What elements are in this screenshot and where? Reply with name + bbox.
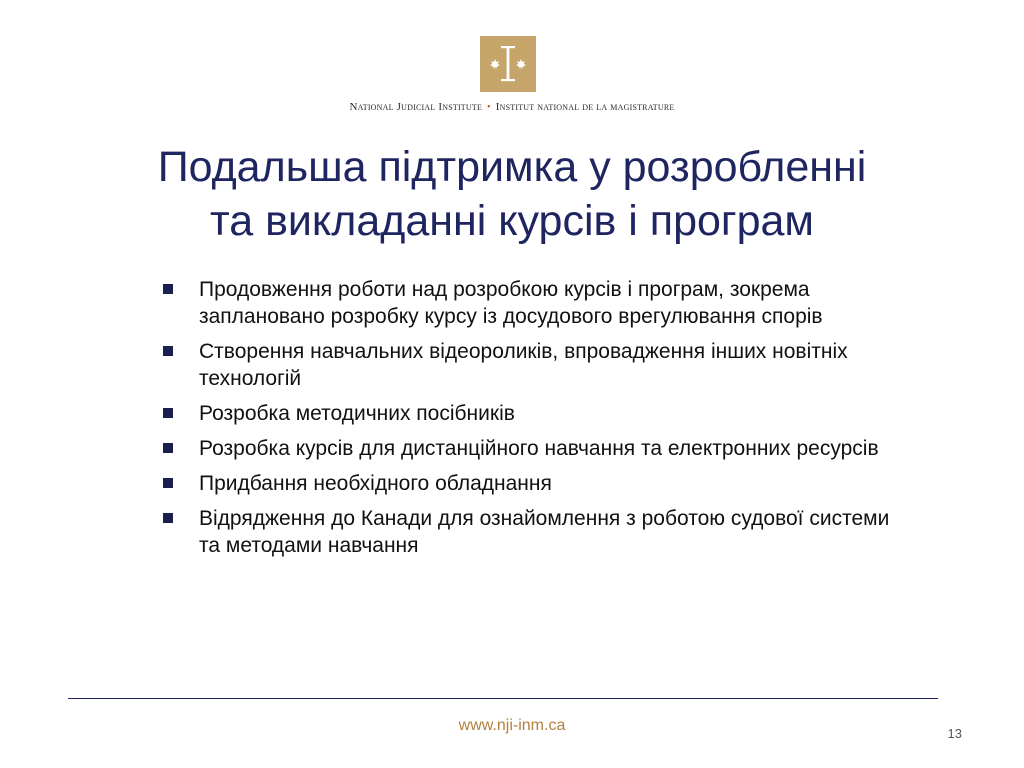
nji-logo-icon [480, 36, 536, 92]
bullet-text: Відрядження до Канади для ознайомлення з роботою судової системи та методами навчання [199, 507, 890, 557]
square-bullet-icon [163, 284, 173, 294]
institute-separator: • [487, 102, 491, 113]
bullet-text: Придбання необхідного обладнання [199, 472, 552, 495]
slide-title-line-1: Подальша підтримка у розробленні [157, 143, 867, 191]
square-bullet-icon [163, 443, 173, 453]
square-bullet-icon [163, 346, 173, 356]
footer-divider [68, 698, 938, 699]
nji-monogram-icon [480, 36, 536, 92]
bullet-list [160, 276, 890, 567]
square-bullet-icon [163, 478, 173, 488]
bullet-item [160, 470, 890, 497]
page-number: 13 [947, 726, 962, 741]
bullet-text: Продовження роботи над розробкою курсів і програм, зокрема заплановано розробку курсу із досудового врегулювання спорів [199, 278, 823, 328]
bullet-text: Створення навчальних відеороликів, впровадження інших новітніх технологій [199, 340, 848, 390]
institute-name-line [0, 101, 1024, 113]
institute-name-fr: Institut national de la magistrature [495, 101, 675, 113]
maple-leaf-right-icon [516, 59, 526, 70]
bullet-text: Розробка курсів для дистанційного навчання та електронних ресурсів [199, 437, 879, 460]
maple-leaf-left-icon [490, 59, 500, 70]
bullet-item [160, 505, 890, 559]
bullet-text: Розробка методичних посібників [199, 402, 515, 425]
bullet-item [160, 435, 890, 462]
footer-website-link[interactable]: www.nji-inm.ca [458, 717, 566, 734]
slide-title [60, 140, 964, 248]
bullet-item [160, 276, 890, 330]
square-bullet-icon [163, 513, 173, 523]
slide-title-line-2: та викладанні курсів і програм [210, 197, 814, 245]
bullet-item [160, 338, 890, 392]
institute-name-en: National Judicial Institute [349, 101, 483, 113]
bullet-item [160, 400, 890, 427]
square-bullet-icon [163, 408, 173, 418]
